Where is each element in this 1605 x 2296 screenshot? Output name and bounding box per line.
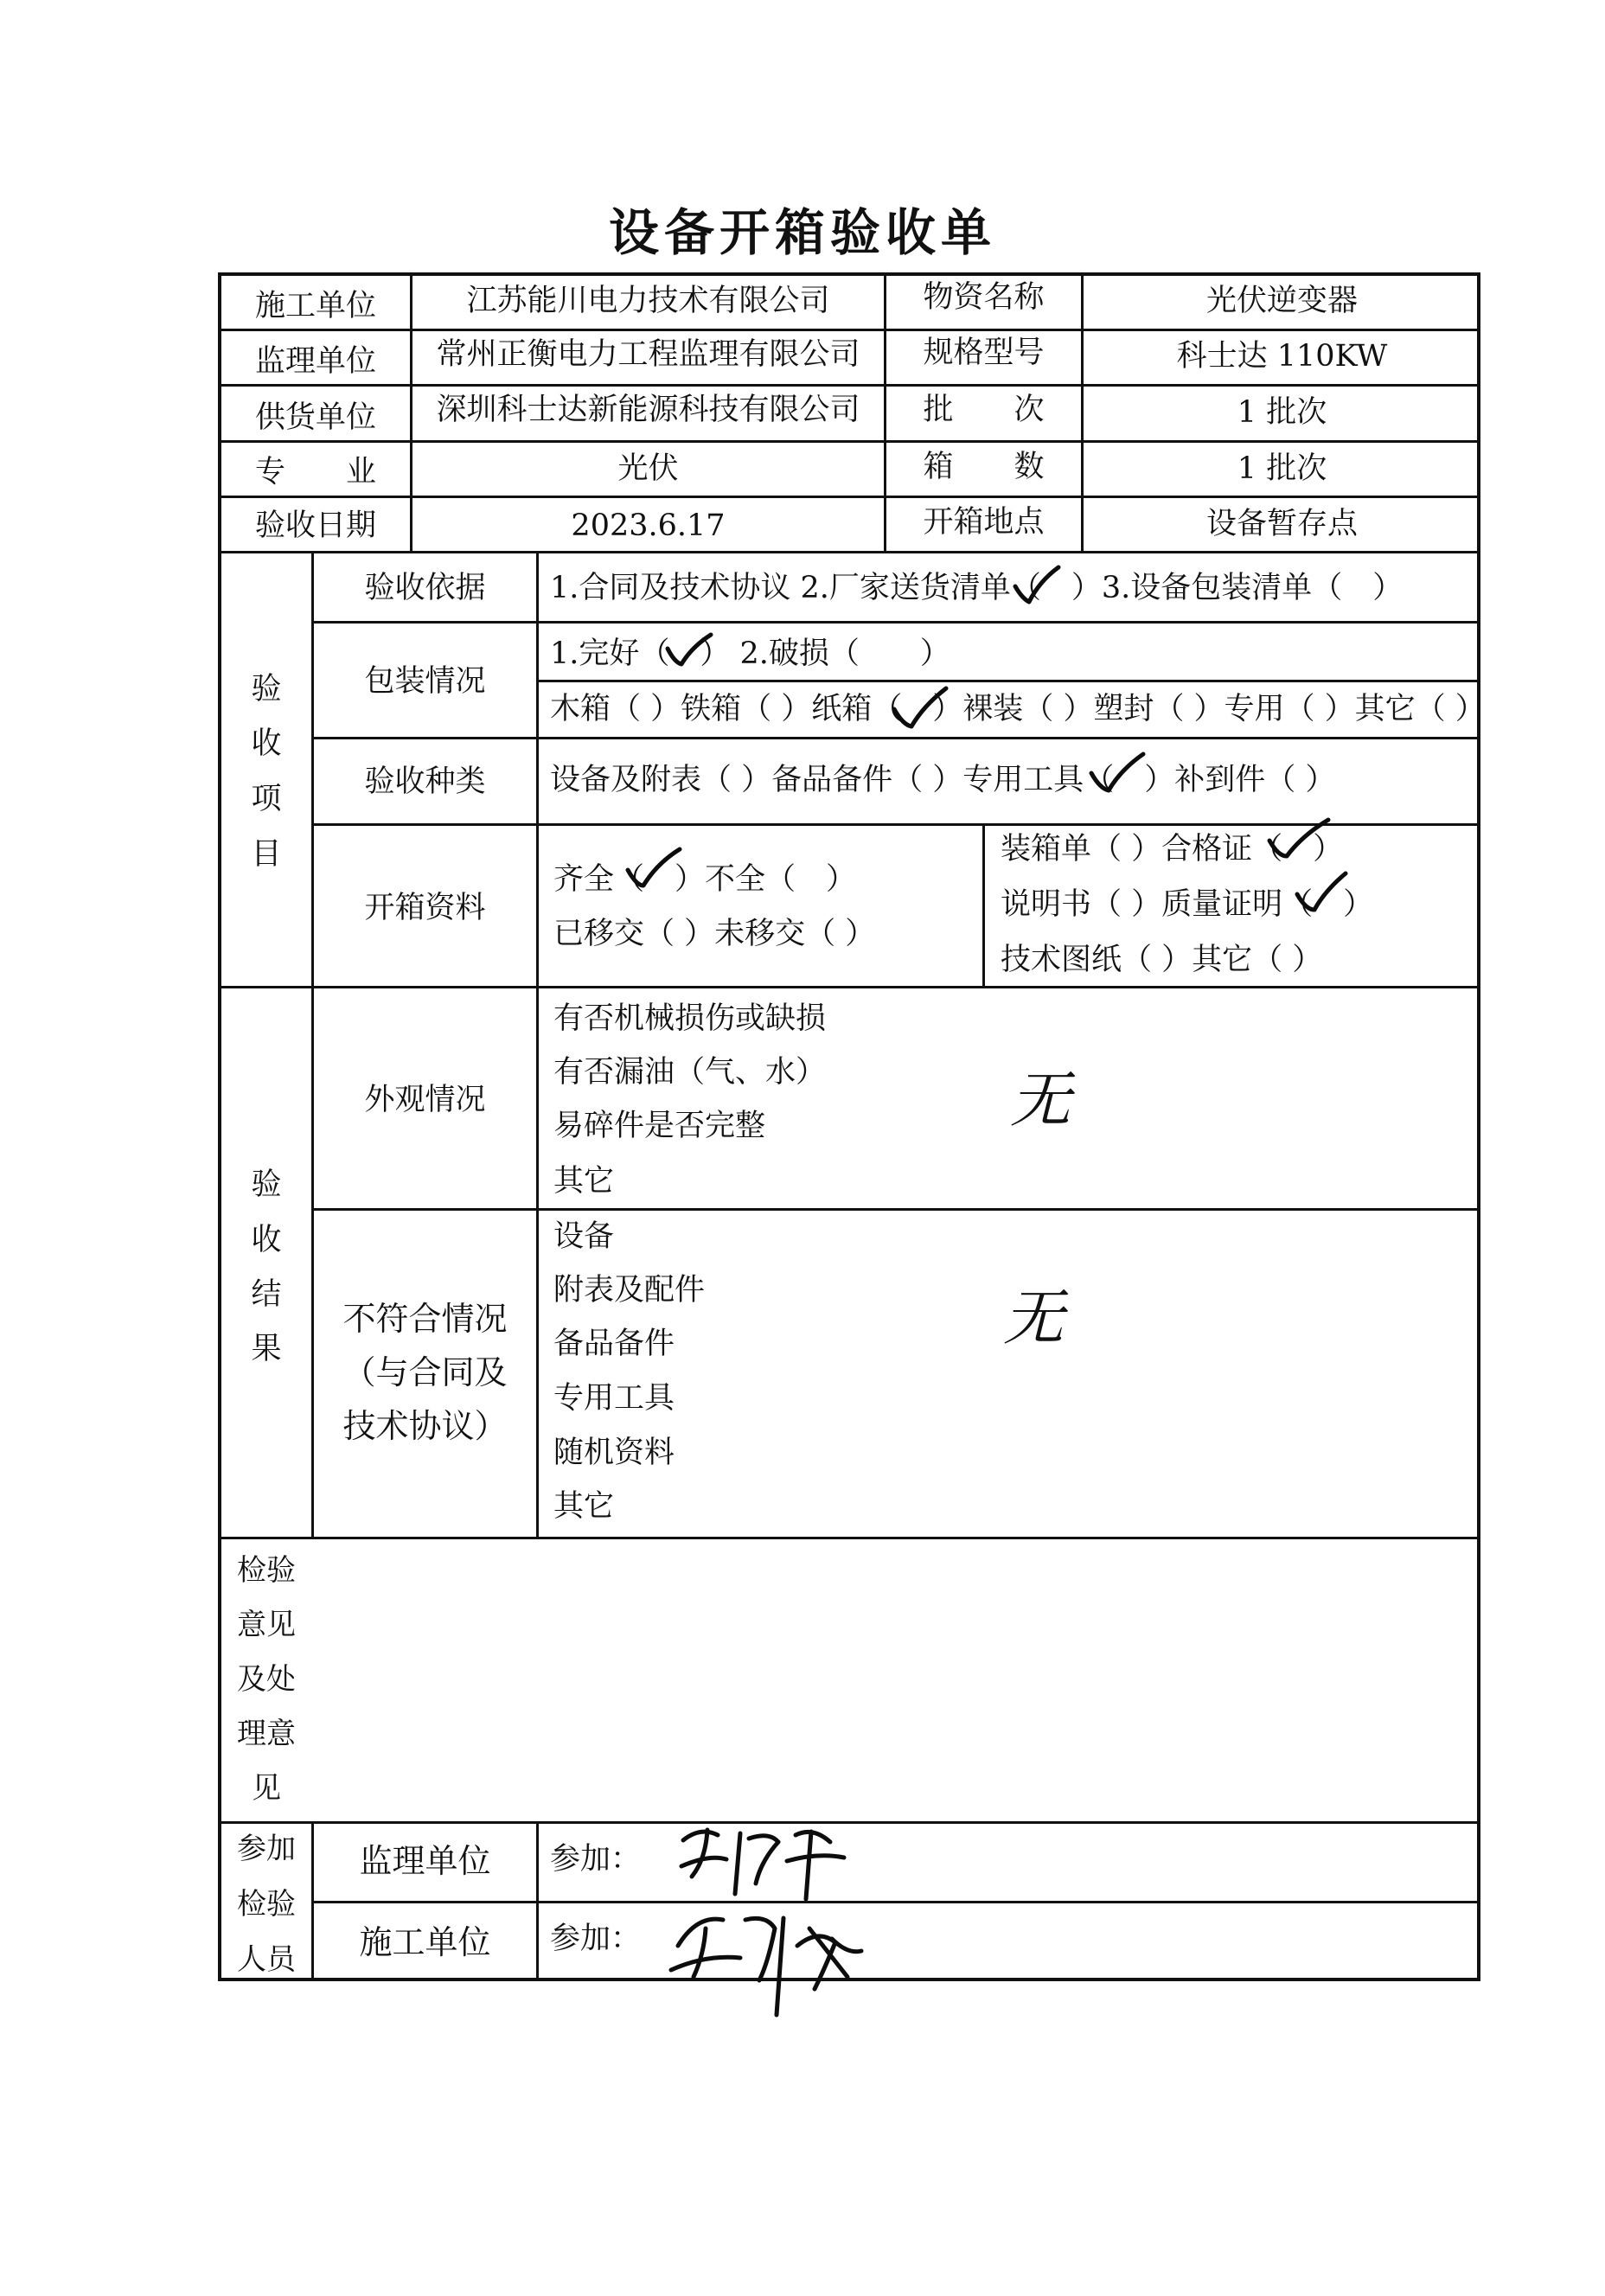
row-divider — [311, 621, 1480, 624]
kind-label: 验收种类 — [364, 764, 486, 799]
row-divider — [311, 1208, 1480, 1211]
docs-right-line: 装箱单（ ）合格证（ ） — [1001, 832, 1344, 867]
checkmark-icon — [1264, 816, 1333, 868]
checkmark-icon — [1088, 749, 1148, 801]
nonconform-label-line: 技术协议） — [342, 1407, 508, 1445]
checkmark-icon — [624, 844, 685, 896]
opinion-label-line: 检验 — [237, 1553, 296, 1588]
appearance-answer: 无 — [1010, 1065, 1071, 1135]
opinion-label-line: 及处 — [237, 1662, 296, 1697]
nonconform-item: 附表及配件 — [553, 1273, 706, 1308]
nonconform-item: 备品备件 — [553, 1327, 675, 1361]
checkmark-icon — [664, 628, 716, 675]
row-divider — [536, 680, 1480, 682]
vertical-char: 收 — [251, 726, 282, 761]
location-value: 设备暂存点 — [1205, 507, 1358, 541]
kind-options: 设备及附表（ ）备品备件（ ）专用工具（ ）补到件（ ） — [550, 763, 1336, 797]
material-name-value: 光伏逆变器 — [1205, 284, 1358, 318]
row-divider — [311, 737, 1480, 739]
appearance-item: 有否机械损伤或缺损 — [553, 1001, 827, 1036]
docs-left-line: 已移交（ ）未移交（ ） — [553, 917, 876, 951]
docs-label: 开箱资料 — [364, 891, 486, 925]
batch-value: 1 批次 — [1237, 395, 1327, 430]
col-divider — [982, 823, 985, 986]
construction-participant-unit: 施工单位 — [359, 1923, 491, 1961]
row-divider — [218, 384, 1480, 387]
location-label: 开箱地点 — [923, 505, 1045, 540]
opinion-label-line: 见 — [252, 1771, 281, 1806]
nonconform-item: 其它 — [553, 1489, 615, 1524]
packing-label: 包装情况 — [364, 664, 486, 699]
appearance-item: 易碎件是否完整 — [553, 1109, 766, 1143]
specialty-label: 专 业 — [254, 455, 376, 489]
vertical-char: 项 — [251, 782, 282, 816]
date-label: 验收日期 — [254, 508, 376, 543]
box-count-value: 1 批次 — [1237, 451, 1327, 486]
row-divider — [218, 1537, 1480, 1539]
supervision-participant-unit: 监理单位 — [359, 1842, 491, 1880]
checkmark-icon — [1294, 870, 1354, 922]
row-divider — [218, 440, 1480, 443]
vertical-char: 收 — [251, 1223, 282, 1257]
vertical-char: 结 — [251, 1277, 282, 1312]
constructor-signature — [662, 1894, 870, 2027]
docs-right-line: 技术图纸（ ）其它（ ） — [1001, 943, 1323, 977]
participants-label-line: 检验 — [237, 1887, 296, 1922]
supervision-unit-value: 常州正衡电力工程监理有限公司 — [436, 337, 860, 372]
opinion-label-line: 意见 — [237, 1608, 296, 1642]
docs-left-line: 齐全（ ）不全（ ） — [553, 862, 857, 897]
date-value: 2023.6.17 — [571, 508, 726, 543]
specialty-value: 光伏 — [617, 451, 679, 486]
checkmark-icon — [1012, 564, 1064, 611]
supplier-label: 供货单位 — [254, 400, 376, 435]
basis-options: 1.合同及技术协议 2.厂家送货清单（ ）3.设备包装清单（ ） — [550, 571, 1404, 605]
appearance-label: 外观情况 — [364, 1083, 486, 1117]
nonconform-item: 设备 — [553, 1219, 615, 1254]
batch-label: 批 次 — [923, 393, 1045, 427]
docs-right-line: 说明书（ ）质量证明（ ） — [1001, 887, 1374, 922]
vertical-char: 验 — [251, 672, 282, 707]
packing-type: 木箱（ ）铁箱（ ）纸箱（ ）裸装（ ）塑封（ ）专用（ ）其它（ ） — [550, 692, 1486, 726]
appearance-item: 其它 — [553, 1164, 615, 1199]
vertical-char: 果 — [251, 1332, 282, 1366]
construction-unit-value: 江苏能川电力技术有限公司 — [466, 284, 830, 318]
vertical-char: 验 — [251, 1167, 282, 1202]
appearance-item: 有否漏油（气、水） — [553, 1055, 827, 1090]
nonconform-label-line: 不符合情况 — [342, 1300, 508, 1338]
row-divider — [311, 1901, 1480, 1903]
construction-unit-label: 施工单位 — [254, 289, 376, 323]
spec-model-value: 科士达 110KW — [1176, 339, 1388, 374]
material-name-label: 物资名称 — [923, 280, 1045, 315]
nonconform-answer: 无 — [1003, 1282, 1064, 1353]
row-divider — [218, 986, 1480, 988]
form-title: 设备开箱验收单 — [608, 203, 996, 262]
row-divider — [218, 496, 1480, 498]
packing-condition: 1.完好（ ） 2.破损（ ） — [550, 636, 950, 671]
col-divider — [536, 551, 539, 1537]
spec-model-label: 规格型号 — [923, 336, 1045, 370]
nonconform-label-line: （与合同及 — [342, 1353, 508, 1391]
supervision-unit-label: 监理单位 — [254, 344, 376, 379]
nonconform-item: 随机资料 — [553, 1436, 675, 1470]
box-count-label: 箱 数 — [923, 450, 1045, 484]
construction-participant-prefix: 参加： — [550, 1922, 642, 1956]
basis-label: 验收依据 — [364, 571, 486, 605]
checkmark-icon — [891, 685, 951, 737]
vertical-char: 目 — [251, 837, 282, 872]
supplier-value: 深圳科士达新能源科技有限公司 — [436, 393, 860, 427]
participants-label-line: 人员 — [237, 1942, 296, 1977]
opinion-label-line: 理意 — [237, 1717, 296, 1751]
supervision-participant-prefix: 参加： — [550, 1842, 642, 1877]
nonconform-item: 专用工具 — [553, 1381, 675, 1416]
row-divider — [218, 551, 1480, 553]
row-divider — [218, 329, 1480, 331]
participants-label-line: 参加 — [237, 1832, 296, 1866]
